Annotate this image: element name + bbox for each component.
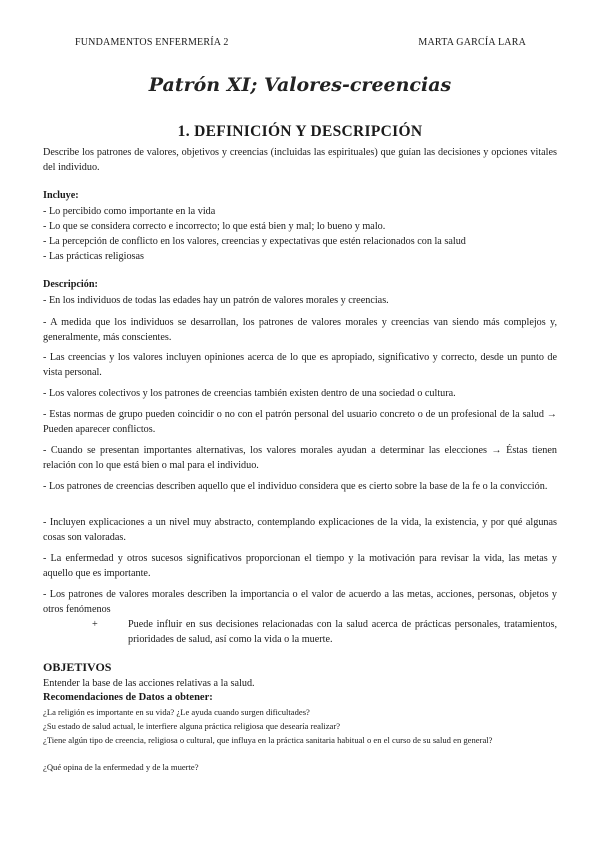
incluye-item: - Las prácticas religiosas [43, 251, 144, 262]
objetivos-heading: OBJETIVOS [43, 660, 112, 674]
descripcion-paragraph: - Estas normas de grupo pueden coincidir o no con el patrón personal del usuario concreto o de un profesional de la salud → Pueden aparecer conflictos. [43, 409, 557, 436]
sub-bullet-text: Puede influir en sus decisiones relacionadas con la salud acerca de prácticas personales, tratamientos, prioridades de salud, así como la vida o la muerte. [128, 619, 557, 646]
descripcion-paragraph: - Los patrones de creencias describen aquello que el individuo considera que es cierto sobre la base de la fe o la convicción. [43, 481, 548, 492]
objetivos-text: Entender la base de las acciones relativas a la salud. [43, 678, 255, 689]
descripcion-paragraph: - A medida que los individuos se desarrollan, los patrones de valores morales y creencias van siendo más complejos y, generalmente, más conscientes. [43, 317, 557, 344]
intro-paragraph: Describe los patrones de valores, objetivos y creencias (incluidas las espirituales) que guían las decisiones y opciones vitales del individuo. [43, 147, 557, 174]
incluye-item: - La percepción de conflicto en los valores, creencias y expectativas que estén relacionados con la salud [43, 236, 466, 247]
descripcion-paragraph: - En los individuos de todas las edades hay un patrón de valores morales y creencias. [43, 295, 389, 306]
question-item: ¿Tiene algún tipo de creencia, religiosa o cultural, que influya en la práctica sanitaria habitual o en el curso de su salud en general? [43, 735, 493, 745]
question-item: ¿Qué opina de la enfermedad y de la muerte? [43, 762, 199, 772]
incluye-item: - Lo percibido como importante en la vida [43, 206, 216, 217]
descripcion-paragraph: - Los valores colectivos y los patrones de creencias también existen dentro de una sociedad o cultura. [43, 388, 456, 399]
descripcion-paragraph: - La enfermedad y otros sucesos significativos proporcionan el tiempo y la motivación para revisar la vida, las metas y aquello que es importante. [43, 553, 557, 580]
descripcion-heading: Descripción: [43, 279, 98, 290]
page-title: Patrón XI; Valores-creencias [148, 74, 452, 96]
header-course: FUNDAMENTOS ENFERMERÍA 2 [75, 37, 229, 48]
incluye-item: - Lo que se considera correcto e incorrecto; lo que está bien y mal; lo bueno y malo. [43, 221, 386, 232]
descripcion-paragraph: - Cuando se presentan importantes alternativas, los valores morales ayudan a determinar las elecciones → Éstas tienen relación con lo que está bien o mal para el individuo. [43, 445, 557, 472]
descripcion-paragraph: - Las creencias y los valores incluyen opiniones acerca de lo que es apropiado, significativo y correcto, desde un punto de vista personal. [43, 352, 557, 379]
recomendaciones-heading: Recomendaciones de Datos a obtener: [43, 692, 213, 703]
incluye-heading: Incluye: [43, 190, 79, 201]
descripcion-paragraph: - Los patrones de valores morales describen la importancia o el valor de acuerdo a las metas, acciones, personas, objetos y otros fenómenos [43, 589, 557, 616]
question-item: ¿La religión es importante en su vida? ¿Le ayuda cuando surgen dificultades? [43, 707, 310, 717]
section-title: 1. DEFINICIÓN Y DESCRIPCIÓN [177, 123, 423, 140]
plus-bullet-mark: + [92, 619, 98, 630]
header-author: MARTA GARCÍA LARA [418, 37, 526, 48]
descripcion-paragraph: - Incluyen explicaciones a un nivel muy abstracto, contemplando explicaciones de la vida, la existencia, y por qué algunas cosas son valoradas. [43, 517, 557, 544]
question-item: ¿Su estado de salud actual, le interfiere alguna práctica religiosa que desearía realizar? [43, 721, 341, 731]
